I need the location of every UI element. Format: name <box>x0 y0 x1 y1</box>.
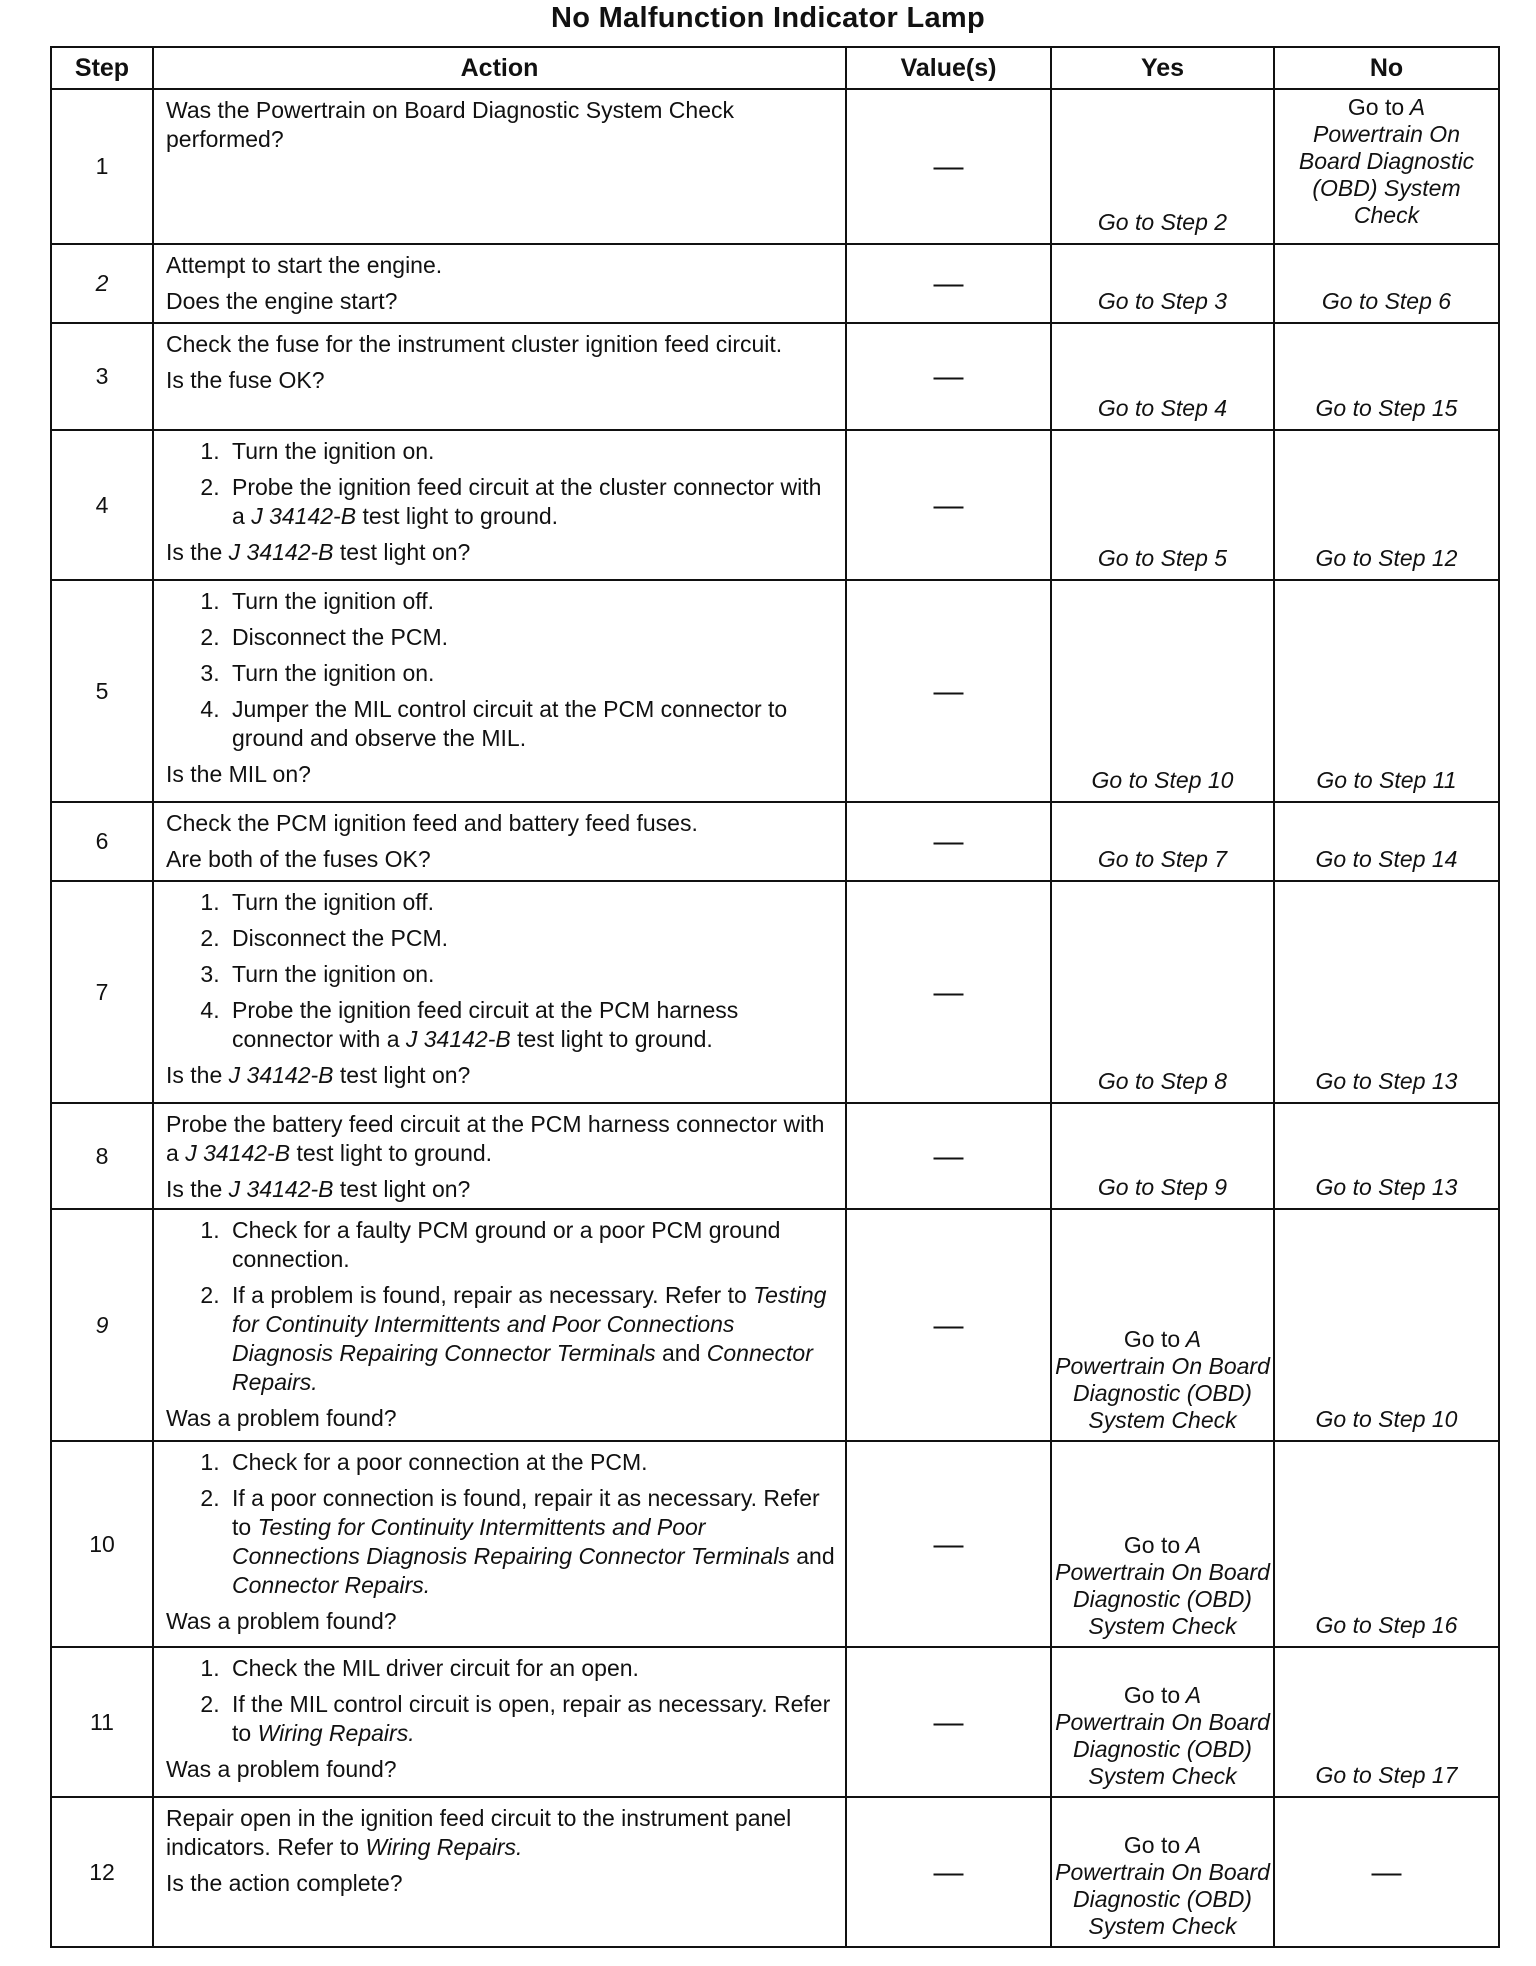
action-cell <box>153 1441 846 1647</box>
page-title: No Malfunction Indicator Lamp <box>550 2 986 34</box>
action-step: 2. Probe the ignition feed circuit at the cluster connector with a J 34142-B test light to ground. <box>226 473 837 531</box>
step-number: 4 <box>51 430 153 580</box>
diagnostic-table <box>50 46 1500 1948</box>
value-cell: — <box>846 580 1051 802</box>
value-cell: — <box>846 1797 1051 1947</box>
action-steps <box>166 1654 837 1748</box>
action-step: 1. Turn the ignition on. <box>226 437 837 466</box>
table-row <box>51 1209 1499 1441</box>
no-cell <box>1274 323 1499 430</box>
no-cell <box>1274 1209 1499 1441</box>
no-text: Go to Step 13 <box>1315 1174 1458 1200</box>
no-cell <box>1274 1797 1499 1947</box>
table-row <box>51 430 1499 580</box>
yes-cell <box>1051 430 1274 580</box>
action-steps <box>166 437 837 531</box>
action-cell <box>153 89 846 244</box>
yes-text: Go to Step 4 <box>1097 395 1228 421</box>
value-cell: — <box>846 1647 1051 1797</box>
header-step: Step <box>51 47 153 89</box>
action-text: Check the fuse for the instrument cluster ignition feed circuit. <box>166 331 783 357</box>
action-text: Probe the battery feed circuit at the PCM harness connector with a J 34142-B test light to ground. <box>166 1111 825 1166</box>
action-cell <box>153 881 846 1103</box>
no-cell <box>1274 1441 1499 1647</box>
no-text: Go to Step 17 <box>1315 1762 1458 1788</box>
step-number: 9 <box>51 1209 153 1441</box>
yes-cell <box>1051 244 1274 323</box>
action-step: 2. Disconnect the PCM. <box>226 623 837 652</box>
no-text: Go to Step 15 <box>1315 395 1458 421</box>
action-text: Check the PCM ignition feed and battery feed fuses. <box>166 810 698 836</box>
action-cell <box>153 1209 846 1441</box>
action-steps <box>166 888 837 1054</box>
value-cell: — <box>846 89 1051 244</box>
step-number: 2 <box>51 244 153 323</box>
no-cell <box>1274 430 1499 580</box>
yes-cell <box>1051 1647 1274 1797</box>
no-cell <box>1274 89 1499 244</box>
action-steps <box>166 1448 837 1600</box>
step-number: 10 <box>51 1441 153 1647</box>
action-cell <box>153 430 846 580</box>
value-cell: — <box>846 802 1051 881</box>
action-cell <box>153 1647 846 1797</box>
action-step: 1. Turn the ignition off. <box>226 587 837 616</box>
step-number: 12 <box>51 1797 153 1947</box>
action-step: 2. Disconnect the PCM. <box>226 924 837 953</box>
table-row <box>51 244 1499 323</box>
no-cell <box>1274 1103 1499 1209</box>
action-steps <box>166 1216 837 1397</box>
step-number: 1 <box>51 89 153 244</box>
yes-text: Go to Step 7 <box>1097 846 1228 872</box>
no-cell <box>1274 802 1499 881</box>
yes-text: Go to Step 8 <box>1097 1068 1228 1094</box>
no-cell <box>1274 244 1499 323</box>
table-row <box>51 323 1499 430</box>
action-cell <box>153 1103 846 1209</box>
action-cell <box>153 802 846 881</box>
no-text: Go to Step 10 <box>1315 1406 1458 1432</box>
yes-cell <box>1051 89 1274 244</box>
step-number: 3 <box>51 323 153 430</box>
table-row <box>51 580 1499 802</box>
action-step: 1. Turn the ignition off. <box>226 888 837 917</box>
yes-text: Go to Step 10 <box>1091 767 1234 793</box>
action-step: 2. If a problem is found, repair as necessary. Refer to Testing for Continuity Intermittents and Poor Connections Diagnosis Repairing Connector Terminals and Connector Repairs. <box>226 1281 837 1397</box>
action-cell <box>153 244 846 323</box>
value-cell: — <box>846 244 1051 323</box>
table-row <box>51 802 1499 881</box>
action-step: 3. Turn the ignition on. <box>226 960 837 989</box>
action-question: Is the fuse OK? <box>166 367 325 393</box>
action-question: Is the J 34142-B test light on? <box>166 1062 471 1088</box>
no-cell <box>1274 881 1499 1103</box>
table-row <box>51 1103 1499 1209</box>
value-cell: — <box>846 1103 1051 1209</box>
no-cell <box>1274 1647 1499 1797</box>
no-text: Go to Step 11 <box>1316 767 1457 793</box>
step-number: 5 <box>51 580 153 802</box>
action-question: Was a problem found? <box>166 1756 397 1782</box>
action-text: Repair open in the ignition feed circuit to the instrument panel indicators. Refer to Wiring Repairs. <box>166 1805 792 1860</box>
value-cell: — <box>846 430 1051 580</box>
action-steps <box>166 587 837 753</box>
table-header-row <box>51 47 1499 89</box>
yes-text: Go to Step 2 <box>1097 209 1228 235</box>
yes-text: Go to A Powertrain On Board Diagnostic (OBD) System Check <box>1055 1832 1270 1939</box>
action-cell <box>153 323 846 430</box>
no-text: Go to Step 14 <box>1315 846 1458 872</box>
no-ref-letter: A <box>1409 94 1426 120</box>
action-question: Is the J 34142-B test light on? <box>166 539 471 565</box>
no-text: Go to Step 13 <box>1315 1068 1458 1094</box>
action-question: Does the engine start? <box>166 288 398 314</box>
action-question: Is the MIL on? <box>166 761 311 787</box>
action-question: Was a problem found? <box>166 1608 397 1634</box>
step-number: 7 <box>51 881 153 1103</box>
table-row <box>51 1647 1499 1797</box>
action-cell <box>153 580 846 802</box>
yes-text: Go to Step 3 <box>1097 288 1228 314</box>
value-cell: — <box>846 881 1051 1103</box>
action-step: 2. If the MIL control circuit is open, repair as necessary. Refer to Wiring Repairs. <box>226 1690 837 1748</box>
yes-text: Go to Step 9 <box>1097 1174 1228 1200</box>
action-step: 1. Check for a faulty PCM ground or a poor PCM ground connection. <box>226 1216 837 1274</box>
yes-cell <box>1051 1103 1274 1209</box>
step-number: 6 <box>51 802 153 881</box>
yes-text: Go to Step 5 <box>1097 545 1228 571</box>
value-cell: — <box>846 1209 1051 1441</box>
no-text: Powertrain On Board Diagnostic (OBD) System Check <box>1298 121 1475 228</box>
no-goto: Go to <box>1347 94 1405 120</box>
table-row <box>51 89 1499 244</box>
action-step: 1. Check the MIL driver circuit for an open. <box>226 1654 837 1683</box>
value-cell: — <box>846 323 1051 430</box>
header-values: Value(s) <box>846 47 1051 89</box>
header-action: Action <box>153 47 846 89</box>
action-cell <box>153 1797 846 1947</box>
action-question: Are both of the fuses OK? <box>166 846 431 872</box>
value-cell: — <box>846 1441 1051 1647</box>
yes-cell <box>1051 1797 1274 1947</box>
yes-cell <box>1051 881 1274 1103</box>
step-number: 8 <box>51 1103 153 1209</box>
header-no: No <box>1274 47 1499 89</box>
header-yes: Yes <box>1051 47 1274 89</box>
yes-cell <box>1051 1209 1274 1441</box>
action-text: Attempt to start the engine. <box>166 252 443 278</box>
no-text: Go to Step 12 <box>1315 545 1458 571</box>
action-step: 2. If a poor connection is found, repair it as necessary. Refer to Testing for Continuity Intermittents and Poor Connections Diagnosis Repairing Connector Terminals and Connector Repairs. <box>226 1484 837 1600</box>
action-step: 3. Turn the ignition on. <box>226 659 837 688</box>
yes-text: Go to A Powertrain On Board Diagnostic (OBD) System Check <box>1055 1326 1270 1433</box>
step-number: 11 <box>51 1647 153 1797</box>
no-text: — <box>1371 1855 1402 1889</box>
no-cell <box>1274 580 1499 802</box>
yes-cell <box>1051 1441 1274 1647</box>
action-question: Is the action complete? <box>166 1870 403 1896</box>
action-step: 4. Probe the ignition feed circuit at the PCM harness connector with a J 34142-B test light to ground. <box>226 996 837 1054</box>
yes-cell <box>1051 802 1274 881</box>
no-text: Go to Step 6 <box>1321 288 1452 314</box>
action-step: 1. Check for a poor connection at the PCM. <box>226 1448 837 1477</box>
table-row <box>51 1441 1499 1647</box>
table-row <box>51 881 1499 1103</box>
action-step: 4. Jumper the MIL control circuit at the PCM connector to ground and observe the MIL. <box>226 695 837 753</box>
no-text: Go to Step 16 <box>1315 1612 1458 1638</box>
action-question: Was a problem found? <box>166 1405 397 1431</box>
yes-text: Go to A Powertrain On Board Diagnostic (OBD) System Check <box>1055 1532 1270 1639</box>
action-text: Was the Powertrain on Board Diagnostic System Check performed? <box>166 97 735 152</box>
yes-cell <box>1051 580 1274 802</box>
table-row <box>51 1797 1499 1947</box>
yes-text: Go to A Powertrain On Board Diagnostic (OBD) System Check <box>1055 1682 1270 1789</box>
action-question: Is the J 34142-B test light on? <box>166 1176 471 1202</box>
yes-cell <box>1051 323 1274 430</box>
